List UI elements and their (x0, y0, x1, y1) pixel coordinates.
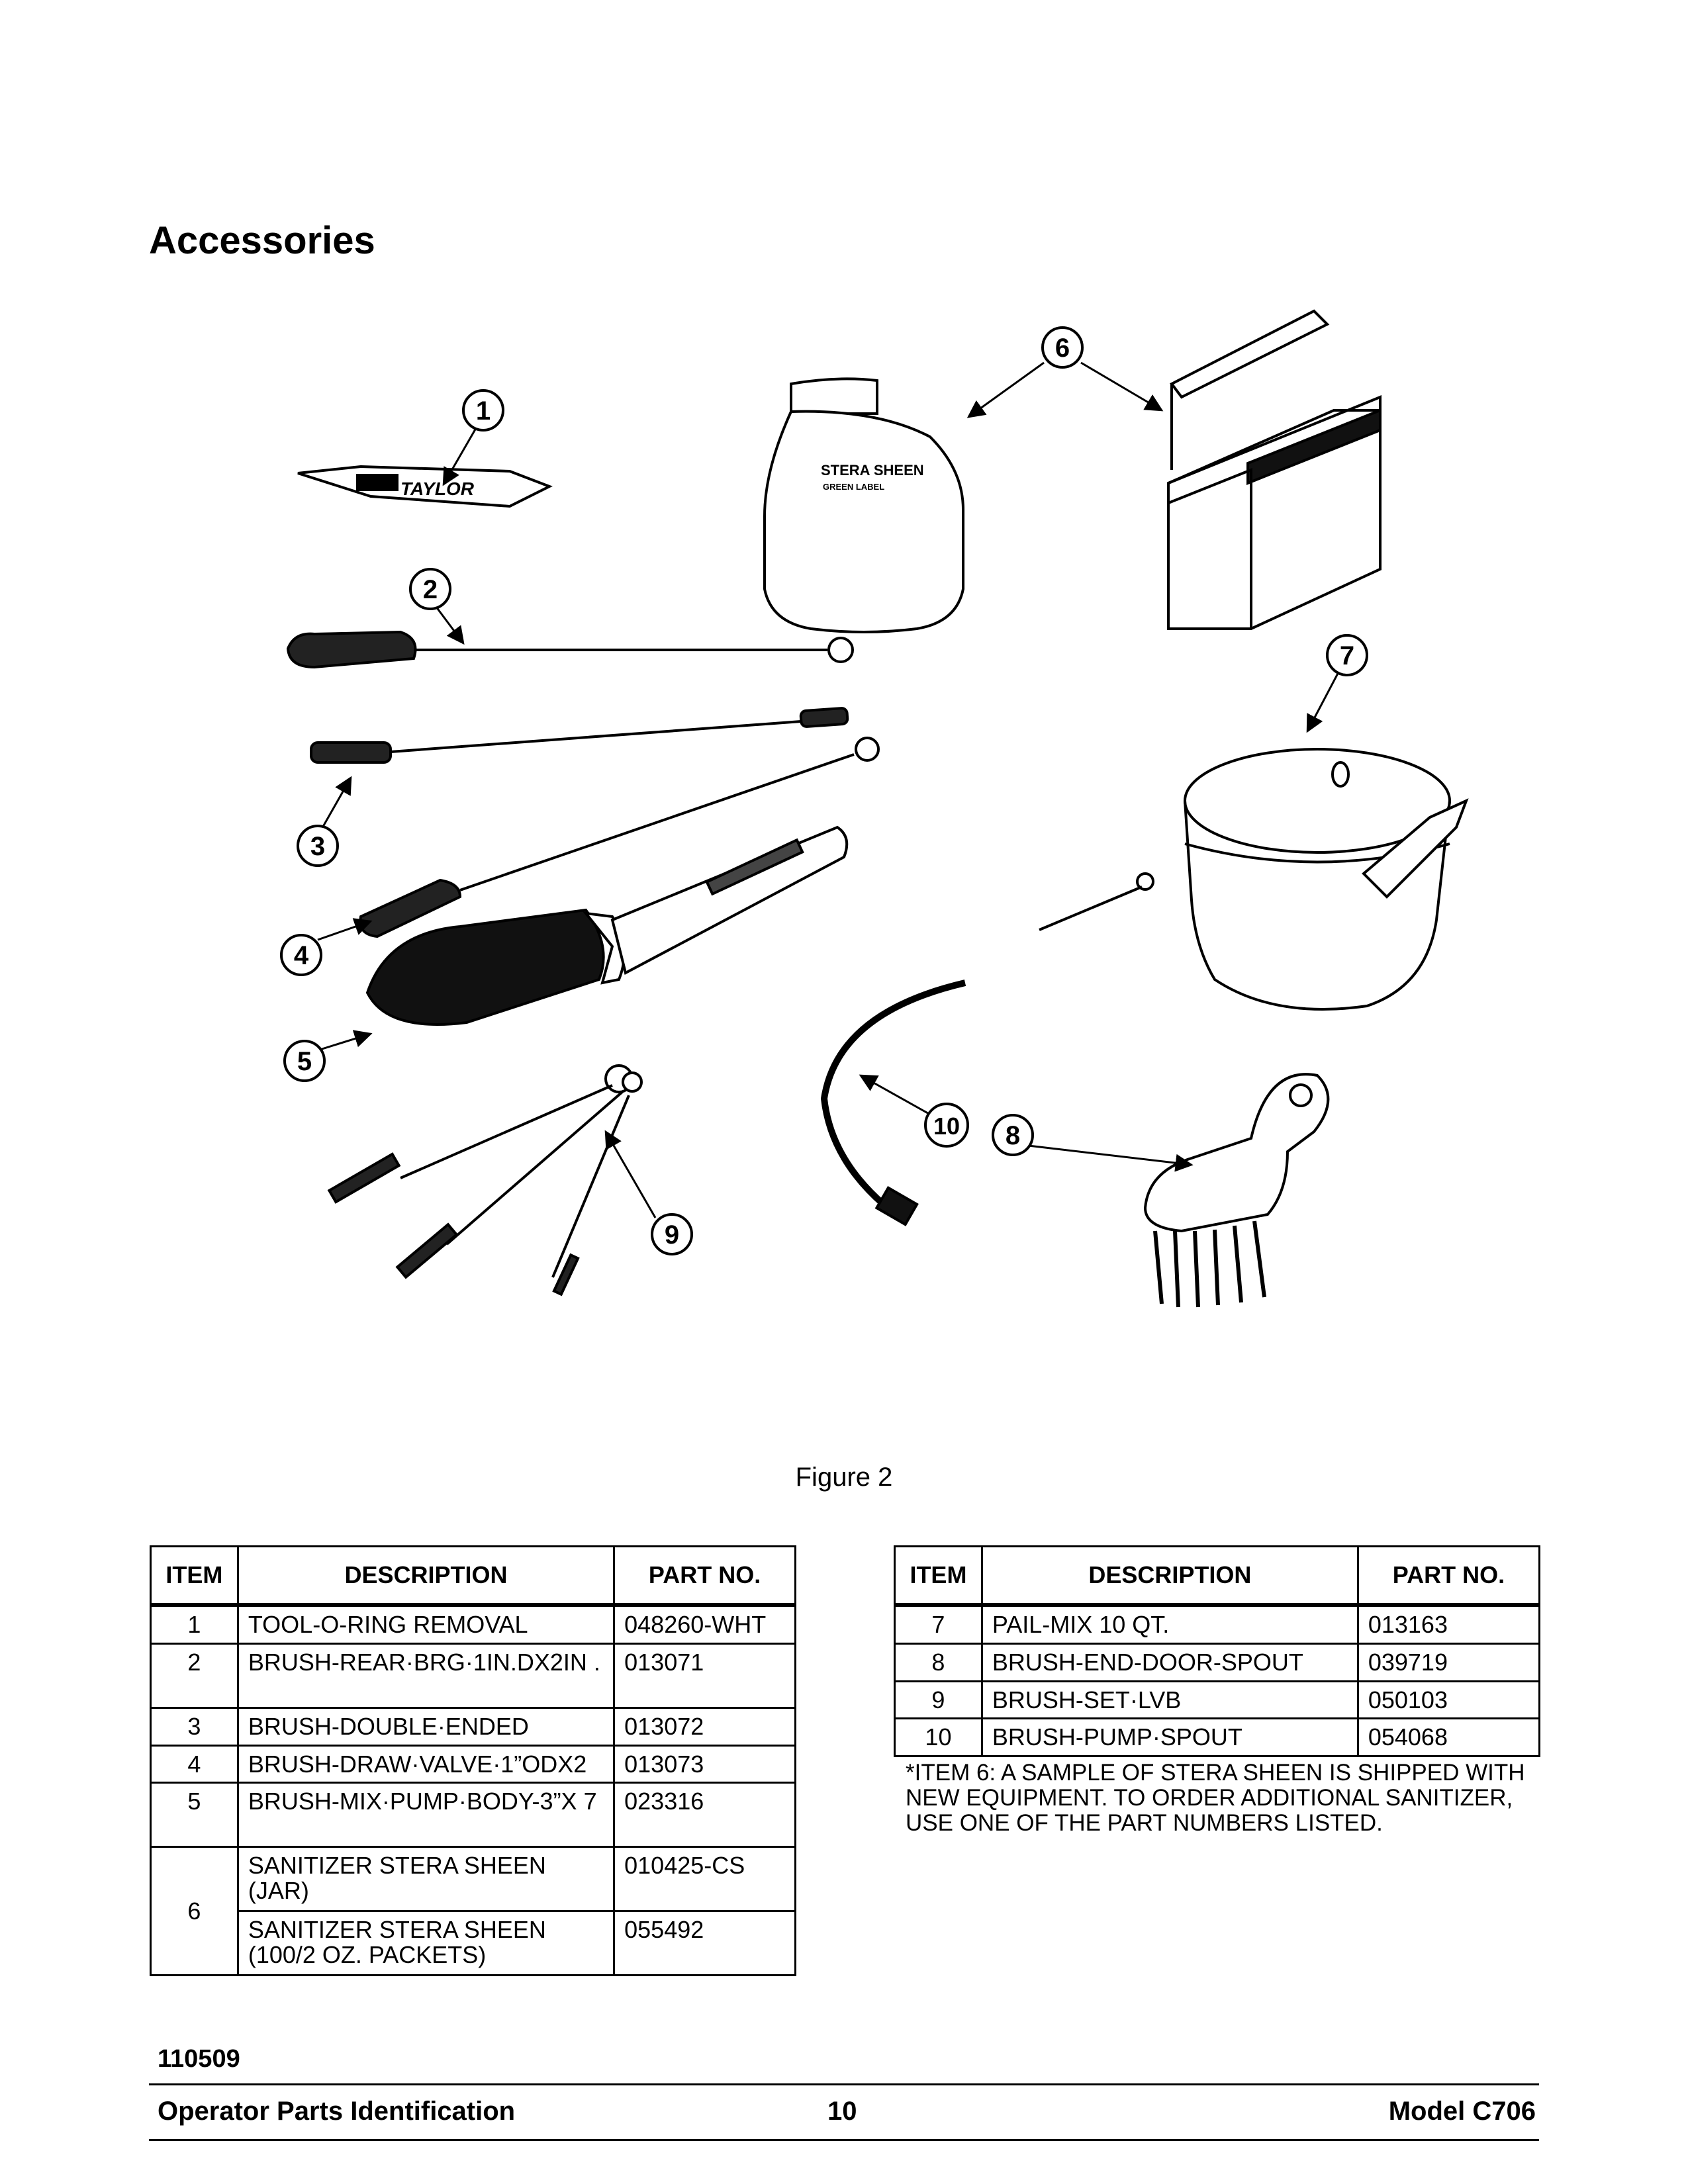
part-no-cell: 054068 (1358, 1719, 1539, 1756)
table-row (151, 1745, 796, 1783)
part-no-cell: 013071 (614, 1643, 796, 1707)
table-row (151, 1911, 796, 1976)
description-cell: SANITIZER STERA SHEEN (100/2 OZ. PACKETS) (238, 1911, 614, 1976)
rear-bearing-brush-illustration (288, 632, 853, 667)
item-cell: 3 (151, 1707, 238, 1745)
item-cell: 7 (895, 1605, 982, 1643)
draw-valve-brush-illustration (360, 738, 878, 936)
table-row (151, 1847, 796, 1911)
callout-4 (281, 935, 321, 975)
description-cell: BRUSH-REAR·BRG·1IN.DX2IN . (238, 1643, 614, 1707)
jar-label-subtext: GREEN LABEL (823, 482, 885, 492)
callout-6 (1043, 328, 1082, 367)
table-row (151, 1783, 796, 1847)
callout-3 (298, 826, 338, 866)
footer-divider-bottom (149, 2139, 1539, 2141)
mix-pump-brush-illustration (367, 827, 847, 1024)
mix-pail-illustration (1039, 749, 1466, 1009)
description-cell: BRUSH-SET·LVB (982, 1681, 1358, 1719)
description-cell: PAIL-MIX 10 QT. (982, 1605, 1358, 1643)
part-no-cell: 010425-CS (614, 1847, 796, 1911)
callout-10 (925, 1104, 968, 1146)
footer-model: Model C706 (1388, 2097, 1536, 2126)
item-cell: 4 (151, 1745, 238, 1783)
sanitizer-jar-illustration (765, 379, 963, 632)
o-ring-tool-illustration (298, 467, 549, 506)
table-row (895, 1719, 1540, 1756)
callout-1 (463, 390, 503, 430)
description-cell: BRUSH-END-DOOR-SPOUT (982, 1643, 1358, 1681)
end-door-spout-brush-illustration (1145, 1074, 1328, 1307)
item-cell: 10 (895, 1719, 982, 1756)
jar-label-text: STERA SHEEN (821, 462, 924, 478)
svg-text:6: 6 (1055, 334, 1070, 363)
description-cell: SANITIZER STERA SHEEN (JAR) (238, 1847, 614, 1911)
page-number: 10 (827, 2097, 857, 2126)
page-heading: Accessories (149, 219, 375, 262)
accessories-figure (149, 298, 1539, 1436)
description-cell: BRUSH-PUMP·SPOUT (982, 1719, 1358, 1756)
document-code: 110509 (158, 2045, 240, 2073)
svg-text:4: 4 (293, 941, 309, 970)
part-no-cell: 013072 (614, 1707, 796, 1745)
tool-brand-text: TAYLOR (400, 478, 474, 499)
part-no-cell: 048260-WHT (614, 1605, 796, 1643)
table-row (895, 1681, 1540, 1719)
footer-section-title: Operator Parts Identification (158, 2097, 516, 2126)
description-cell: BRUSH-MIX·PUMP·BODY-3”X 7 (238, 1783, 614, 1847)
header-item: ITEM (895, 1547, 982, 1606)
parts-table-right (894, 1545, 1540, 1757)
packets-box-illustration (1168, 311, 1380, 629)
item-cell: 1 (151, 1605, 238, 1643)
table-row (151, 1605, 796, 1643)
svg-text:9: 9 (664, 1220, 680, 1250)
callout-8 (993, 1115, 1033, 1155)
svg-text:8: 8 (1005, 1121, 1021, 1150)
parts-table-left (150, 1545, 796, 1976)
table-header-row (151, 1547, 796, 1606)
brush-set-illustration (329, 1066, 641, 1295)
part-no-cell: 039719 (1358, 1643, 1539, 1681)
header-description: DESCRIPTION (982, 1547, 1358, 1606)
table-header-row (895, 1547, 1540, 1606)
description-cell: BRUSH-DOUBLE·ENDED (238, 1707, 614, 1745)
item-cell: 6 (151, 1847, 238, 1976)
description-cell: BRUSH-DRAW·VALVE·1”ODX2 (238, 1745, 614, 1783)
callout-2 (410, 569, 450, 609)
svg-text:3: 3 (310, 832, 326, 861)
footer-divider-top (149, 2083, 1539, 2085)
svg-text:1: 1 (475, 396, 491, 426)
callout-9 (652, 1214, 692, 1254)
svg-text:5: 5 (297, 1047, 312, 1076)
sanitizer-note: *ITEM 6: A SAMPLE OF STERA SHEEN IS SHIPPED WITH NEW EQUIPMENT. TO ORDER ADDITIONAL SANITIZER, USE ONE OF THE PART NUMBERS LISTED. (906, 1760, 1525, 1836)
figure-caption: Figure 2 (795, 1463, 893, 1492)
item-cell: 5 (151, 1783, 238, 1847)
part-no-cell: 055492 (614, 1911, 796, 1976)
item-cell: 2 (151, 1643, 238, 1707)
table-row (895, 1605, 1540, 1643)
part-no-cell: 050103 (1358, 1681, 1539, 1719)
callout-7 (1327, 635, 1367, 675)
header-part-no: PART NO. (614, 1547, 796, 1606)
double-ended-brush-illustration (311, 708, 848, 762)
callout-5 (285, 1041, 324, 1081)
header-description: DESCRIPTION (238, 1547, 614, 1606)
part-no-cell: 013073 (614, 1745, 796, 1783)
svg-text:10: 10 (933, 1113, 961, 1140)
svg-text:2: 2 (422, 575, 438, 604)
table-row (151, 1643, 796, 1707)
item-cell: 8 (895, 1643, 982, 1681)
header-item: ITEM (151, 1547, 238, 1606)
part-no-cell: 023316 (614, 1783, 796, 1847)
table-row (895, 1643, 1540, 1681)
description-cell: TOOL-O-RING REMOVAL (238, 1605, 614, 1643)
table-row (151, 1707, 796, 1745)
item-cell: 9 (895, 1681, 982, 1719)
svg-text:7: 7 (1339, 641, 1355, 670)
part-no-cell: 013163 (1358, 1605, 1539, 1643)
header-part-no: PART NO. (1358, 1547, 1539, 1606)
